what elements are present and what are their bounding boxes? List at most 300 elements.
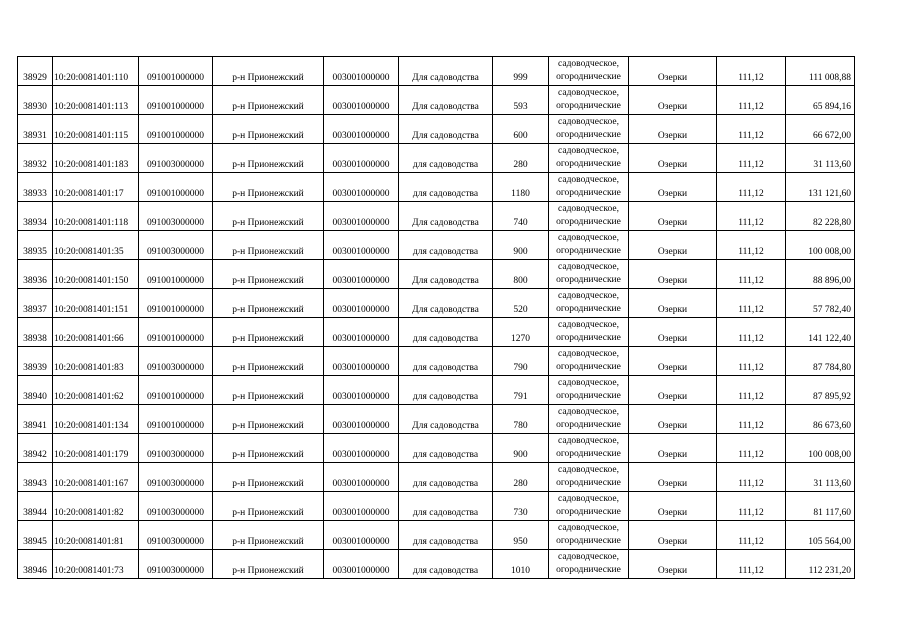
cell-district	[213, 260, 324, 289]
cell-record-number	[18, 231, 53, 260]
cell-locality	[629, 57, 717, 86]
cell-area-text: 280	[513, 479, 528, 489]
cell-area-text: 520	[513, 305, 528, 315]
cell-locality	[629, 347, 717, 376]
cell-cadastral-value	[786, 550, 855, 579]
cell-area	[493, 231, 549, 260]
land-use-line-1: садоводческое,	[558, 407, 619, 417]
cell-record-number	[18, 115, 53, 144]
land-use-line-1: садоводческое,	[558, 117, 619, 127]
cell-cadastral-value-text: 87 895,92	[813, 392, 851, 402]
cell-cadastral-value	[786, 57, 855, 86]
cell-purpose	[399, 144, 493, 173]
table-row	[18, 463, 855, 492]
land-use-line-2: огороднические	[556, 188, 621, 198]
cell-area	[493, 492, 549, 521]
land-use-line-2: огороднические	[556, 333, 621, 343]
cell-locality-text: Озерки	[657, 276, 688, 286]
land-use-line-1: садоводческое,	[558, 436, 619, 446]
cell-okato-code-text: 091003000000	[147, 218, 204, 228]
cell-district	[213, 405, 324, 434]
cell-rate	[717, 550, 786, 579]
cell-area	[493, 86, 549, 115]
cell-district-text: р-н Прионежский	[232, 247, 304, 257]
cell-locality	[629, 173, 717, 202]
cell-record-number	[18, 202, 53, 231]
cell-record-number-text: 38936	[23, 276, 47, 286]
cell-category-code-text: 003001000000	[332, 73, 390, 83]
cell-cadastral-number-text: 10:20:0081401:62	[54, 392, 124, 402]
cell-area	[493, 57, 549, 86]
cell-land-use	[549, 521, 629, 550]
cell-cadastral-number	[53, 173, 139, 202]
cell-district-text: р-н Прионежский	[232, 392, 304, 402]
cell-okato-code	[139, 521, 213, 550]
cell-category-code-text: 003001000000	[332, 305, 390, 315]
cell-category-code-text: 003001000000	[332, 566, 390, 576]
cell-cadastral-number-text: 10:20:0081401:35	[54, 247, 124, 257]
cell-record-number-text: 38943	[23, 479, 47, 489]
cell-rate-text: 111,12	[738, 160, 764, 170]
cell-purpose-text: для садоводства	[412, 479, 479, 489]
cell-okato-code-text: 091001000000	[147, 334, 204, 344]
cell-rate	[717, 173, 786, 202]
cell-cadastral-value-text: 141 122,40	[808, 334, 851, 344]
cell-cadastral-number	[53, 376, 139, 405]
cell-category-code-text: 003001000000	[332, 450, 390, 460]
cell-cadastral-value-text: 31 113,60	[813, 479, 851, 489]
cell-category-code-text: 003001000000	[332, 102, 390, 112]
cell-cadastral-value-text: 131 121,60	[808, 189, 851, 199]
cell-okato-code-text: 091001000000	[147, 392, 204, 402]
cell-okato-code	[139, 405, 213, 434]
cell-area	[493, 115, 549, 144]
cell-okato-code	[139, 202, 213, 231]
cell-district-text: р-н Прионежский	[232, 363, 304, 373]
cell-cadastral-value-text: 87 784,80	[813, 363, 851, 373]
cell-rate-text: 111,12	[738, 363, 764, 373]
cell-rate-text: 111,12	[738, 537, 764, 547]
cell-district	[213, 318, 324, 347]
cell-okato-code-text: 091003000000	[147, 450, 204, 460]
cell-category-code	[324, 86, 399, 115]
cell-rate-text: 111,12	[738, 392, 764, 402]
cell-okato-code-text: 091003000000	[147, 160, 204, 170]
cell-okato-code-text: 091001000000	[147, 189, 204, 199]
cell-rate-text: 111,12	[738, 450, 764, 460]
cell-locality-text: Озерки	[657, 450, 688, 460]
cell-purpose	[399, 434, 493, 463]
cell-cadastral-number	[53, 202, 139, 231]
cell-category-code	[324, 376, 399, 405]
cell-area	[493, 434, 549, 463]
cell-purpose	[399, 289, 493, 318]
cell-locality	[629, 550, 717, 579]
cell-record-number-text: 38945	[23, 537, 47, 547]
cell-land-use	[549, 115, 629, 144]
cell-rate	[717, 376, 786, 405]
cell-district	[213, 434, 324, 463]
cell-record-number-text: 38932	[23, 160, 47, 170]
land-use-line-1: садоводческое,	[558, 88, 619, 98]
cell-land-use	[549, 202, 629, 231]
cell-cadastral-number	[53, 550, 139, 579]
cell-rate	[717, 115, 786, 144]
cell-purpose-text: Для садоводства	[412, 102, 479, 112]
cell-rate	[717, 260, 786, 289]
cell-category-code-text: 003001000000	[332, 392, 390, 402]
cell-okato-code-text: 091001000000	[147, 102, 204, 112]
cell-rate	[717, 202, 786, 231]
table-row	[18, 376, 855, 405]
cell-okato-code-text: 091003000000	[147, 566, 204, 576]
cell-locality	[629, 318, 717, 347]
cell-category-code	[324, 57, 399, 86]
cell-district-text: р-н Прионежский	[232, 131, 304, 141]
cell-land-use	[549, 86, 629, 115]
cell-cadastral-number	[53, 347, 139, 376]
cell-cadastral-number-text: 10:20:0081401:82	[54, 508, 124, 518]
cell-record-number	[18, 376, 53, 405]
table-row	[18, 289, 855, 318]
cell-area-text: 999	[513, 73, 528, 83]
cell-okato-code-text: 091001000000	[147, 421, 204, 431]
cell-area-text: 600	[513, 131, 528, 141]
cell-area	[493, 202, 549, 231]
cell-area-text: 900	[513, 247, 528, 257]
cell-district	[213, 202, 324, 231]
cell-record-number-text: 38939	[23, 363, 47, 373]
cell-record-number-text: 38940	[23, 392, 47, 402]
cell-locality	[629, 231, 717, 260]
cell-land-use	[549, 173, 629, 202]
cell-category-code-text: 003001000000	[332, 218, 390, 228]
table-row	[18, 115, 855, 144]
land-use-line-2: огороднические	[556, 130, 621, 140]
cell-purpose	[399, 347, 493, 376]
cell-cadastral-value-text: 65 894,16	[813, 102, 851, 112]
cell-cadastral-number-text: 10:20:0081401:151	[54, 305, 129, 315]
cell-cadastral-number	[53, 144, 139, 173]
cell-rate-text: 111,12	[738, 334, 764, 344]
cell-land-use	[549, 144, 629, 173]
cell-cadastral-number-text: 10:20:0081401:134	[54, 421, 129, 431]
table-row	[18, 405, 855, 434]
cell-cadastral-value	[786, 144, 855, 173]
cell-category-code	[324, 318, 399, 347]
land-use-line-1: садоводческое,	[558, 59, 619, 69]
cell-cadastral-value	[786, 521, 855, 550]
cell-cadastral-number-text: 10:20:0081401:83	[54, 363, 124, 373]
cell-purpose-text: для садоводства	[412, 189, 479, 199]
cell-category-code	[324, 260, 399, 289]
cell-locality	[629, 260, 717, 289]
cell-district-text: р-н Прионежский	[232, 566, 304, 576]
cell-category-code-text: 003001000000	[332, 131, 390, 141]
cell-area-text: 1010	[511, 566, 530, 576]
cell-cadastral-number-text: 10:20:0081401:179	[54, 450, 129, 460]
cell-cadastral-number-text: 10:20:0081401:167	[54, 479, 129, 489]
cell-land-use	[549, 57, 629, 86]
cell-land-use	[549, 289, 629, 318]
land-use-line-1: садоводческое,	[558, 378, 619, 388]
cell-area	[493, 347, 549, 376]
cell-category-code-text: 003001000000	[332, 247, 390, 257]
cell-record-number-text: 38944	[23, 508, 47, 518]
cell-record-number	[18, 86, 53, 115]
cell-district-text: р-н Прионежский	[232, 508, 304, 518]
cell-locality-text: Озерки	[657, 131, 688, 141]
cell-purpose-text: для садоводства	[412, 450, 479, 460]
table-row	[18, 86, 855, 115]
cell-rate-text: 111,12	[738, 131, 764, 141]
land-use-line-2: огороднические	[556, 449, 621, 459]
cell-rate-text: 111,12	[738, 479, 764, 489]
cell-purpose-text: для садоводства	[412, 363, 479, 373]
land-use-line-2: огороднические	[556, 507, 621, 517]
cell-okato-code	[139, 86, 213, 115]
cell-record-number-text: 38930	[23, 102, 47, 112]
cell-record-number	[18, 57, 53, 86]
cell-land-use	[549, 347, 629, 376]
cell-record-number-text: 38941	[23, 421, 47, 431]
cell-rate	[717, 405, 786, 434]
cell-land-use	[549, 260, 629, 289]
cell-land-use	[549, 434, 629, 463]
cell-land-use	[549, 231, 629, 260]
cell-cadastral-value	[786, 318, 855, 347]
land-use-line-1: садоводческое,	[558, 146, 619, 156]
cell-cadastral-value-text: 86 673,60	[813, 421, 851, 431]
cell-area-text: 950	[513, 537, 528, 547]
cell-category-code	[324, 115, 399, 144]
cell-area	[493, 289, 549, 318]
cell-cadastral-number	[53, 318, 139, 347]
cell-rate	[717, 521, 786, 550]
cell-category-code-text: 003001000000	[332, 537, 390, 547]
cell-area-text: 791	[513, 392, 528, 402]
land-use-line-2: огороднические	[556, 275, 621, 285]
cell-purpose	[399, 318, 493, 347]
cell-cadastral-value	[786, 492, 855, 521]
land-use-line-2: огороднические	[556, 304, 621, 314]
cell-category-code-text: 003001000000	[332, 276, 390, 286]
cell-cadastral-value-text: 100 008,00	[808, 247, 851, 257]
cell-district-text: р-н Прионежский	[232, 450, 304, 460]
cell-locality	[629, 202, 717, 231]
cell-category-code	[324, 405, 399, 434]
cell-district-text: р-н Прионежский	[232, 102, 304, 112]
cell-cadastral-value-text: 81 117,60	[813, 508, 851, 518]
cell-area	[493, 318, 549, 347]
cell-district-text: р-н Прионежский	[232, 73, 304, 83]
cell-category-code-text: 003001000000	[332, 479, 390, 489]
cell-cadastral-number-text: 10:20:0081401:113	[54, 102, 129, 112]
cell-record-number	[18, 521, 53, 550]
cell-okato-code-text: 091003000000	[147, 247, 204, 257]
cell-cadastral-value	[786, 405, 855, 434]
cell-district	[213, 463, 324, 492]
table-row	[18, 347, 855, 376]
cell-locality-text: Озерки	[657, 189, 688, 199]
table-row	[18, 202, 855, 231]
cell-purpose	[399, 463, 493, 492]
cell-category-code-text: 003001000000	[332, 508, 390, 518]
cell-purpose	[399, 492, 493, 521]
cell-record-number-text: 38938	[23, 334, 47, 344]
cell-area	[493, 376, 549, 405]
land-use-line-2: огороднические	[556, 565, 621, 575]
cell-category-code	[324, 289, 399, 318]
cell-purpose-text: для садоводства	[412, 334, 479, 344]
cell-purpose	[399, 521, 493, 550]
cell-record-number	[18, 289, 53, 318]
cell-cadastral-number	[53, 231, 139, 260]
cell-okato-code-text: 091003000000	[147, 508, 204, 518]
land-use-line-2: огороднические	[556, 159, 621, 169]
cell-locality	[629, 86, 717, 115]
cell-okato-code-text: 091003000000	[147, 479, 204, 489]
cell-okato-code-text: 091001000000	[147, 276, 204, 286]
cell-cadastral-number-text: 10:20:0081401:183	[54, 160, 129, 170]
cell-locality-text: Озерки	[657, 334, 688, 344]
cell-district	[213, 347, 324, 376]
land-use-line-1: садоводческое,	[558, 233, 619, 243]
cell-locality	[629, 434, 717, 463]
cell-cadastral-number-text: 10:20:0081401:73	[54, 566, 124, 576]
cell-cadastral-value-text: 66 672,00	[813, 131, 851, 141]
cell-okato-code	[139, 550, 213, 579]
cell-record-number	[18, 405, 53, 434]
cell-cadastral-value	[786, 376, 855, 405]
cell-category-code	[324, 521, 399, 550]
cell-purpose	[399, 173, 493, 202]
cell-okato-code	[139, 260, 213, 289]
cell-purpose-text: Для садоводства	[412, 73, 479, 83]
cell-cadastral-value	[786, 260, 855, 289]
cell-rate	[717, 231, 786, 260]
table-row	[18, 144, 855, 173]
cell-cadastral-value-text: 57 782,40	[813, 305, 851, 315]
cell-okato-code-text: 091001000000	[147, 305, 204, 315]
cell-purpose	[399, 376, 493, 405]
cell-category-code	[324, 202, 399, 231]
cell-locality	[629, 144, 717, 173]
cell-cadastral-value-text: 100 008,00	[808, 450, 851, 460]
cell-area-text: 593	[513, 102, 528, 112]
land-use-line-2: огороднические	[556, 536, 621, 546]
cell-district	[213, 289, 324, 318]
cell-rate-text: 111,12	[738, 73, 764, 83]
cell-area-text: 730	[513, 508, 528, 518]
cell-rate-text: 111,12	[738, 276, 764, 286]
cell-category-code	[324, 144, 399, 173]
cell-rate-text: 111,12	[738, 305, 764, 315]
cell-cadastral-number-text: 10:20:0081401:17	[54, 189, 124, 199]
cell-record-number	[18, 173, 53, 202]
cell-purpose-text: Для садоводства	[412, 421, 479, 431]
cell-category-code	[324, 492, 399, 521]
cell-cadastral-value	[786, 86, 855, 115]
cell-locality	[629, 405, 717, 434]
cell-category-code-text: 003001000000	[332, 363, 390, 373]
cell-locality	[629, 289, 717, 318]
cell-area-text: 900	[513, 450, 528, 460]
cell-record-number-text: 38937	[23, 305, 47, 315]
land-use-line-2: огороднические	[556, 420, 621, 430]
cell-record-number-text: 38935	[23, 247, 47, 257]
cell-area-text: 1270	[511, 334, 530, 344]
table-row	[18, 550, 855, 579]
cell-okato-code-text: 091003000000	[147, 537, 204, 547]
cell-district-text: р-н Прионежский	[232, 276, 304, 286]
cell-district	[213, 550, 324, 579]
cell-record-number-text: 38942	[23, 450, 47, 460]
cell-rate-text: 111,12	[738, 421, 764, 431]
cell-okato-code-text: 091001000000	[147, 131, 204, 141]
cell-district-text: р-н Прионежский	[232, 218, 304, 228]
land-use-line-2: огороднические	[556, 101, 621, 111]
cell-area	[493, 405, 549, 434]
cell-purpose-text: для садоводства	[412, 247, 479, 257]
cell-category-code	[324, 434, 399, 463]
cell-district-text: р-н Прионежский	[232, 537, 304, 547]
land-use-line-1: садоводческое,	[558, 262, 619, 272]
cell-cadastral-value	[786, 231, 855, 260]
cell-district	[213, 173, 324, 202]
cell-rate-text: 111,12	[738, 189, 764, 199]
table-row	[18, 173, 855, 202]
cell-purpose-text: Для садоводства	[412, 276, 479, 286]
land-use-line-1: садоводческое,	[558, 320, 619, 330]
cell-cadastral-value	[786, 202, 855, 231]
cell-okato-code	[139, 492, 213, 521]
land-use-line-2: огороднические	[556, 72, 621, 82]
cell-locality	[629, 463, 717, 492]
cell-area	[493, 144, 549, 173]
cell-area	[493, 550, 549, 579]
cell-locality	[629, 521, 717, 550]
cell-record-number-text: 38931	[23, 131, 47, 141]
cell-purpose	[399, 260, 493, 289]
cell-okato-code	[139, 434, 213, 463]
cell-district-text: р-н Прионежский	[232, 479, 304, 489]
land-use-line-2: огороднические	[556, 391, 621, 401]
cell-record-number	[18, 434, 53, 463]
cell-category-code	[324, 347, 399, 376]
cell-land-use	[549, 492, 629, 521]
cell-rate	[717, 318, 786, 347]
cell-area	[493, 260, 549, 289]
cell-cadastral-number	[53, 86, 139, 115]
land-registry-table	[17, 56, 855, 579]
cell-purpose	[399, 86, 493, 115]
cell-cadastral-number	[53, 57, 139, 86]
cell-area-text: 800	[513, 276, 528, 286]
cell-cadastral-value-text: 82 228,80	[813, 218, 851, 228]
land-use-line-1: садоводческое,	[558, 465, 619, 475]
cell-purpose	[399, 202, 493, 231]
cell-locality-text: Озерки	[657, 392, 688, 402]
cell-okato-code	[139, 463, 213, 492]
cell-district	[213, 86, 324, 115]
cell-purpose-text: Для садоводства	[412, 305, 479, 315]
cell-cadastral-number-text: 10:20:0081401:81	[54, 537, 124, 547]
land-use-line-1: садоводческое,	[558, 204, 619, 214]
cell-cadastral-value	[786, 115, 855, 144]
cell-purpose-text: для садоводства	[412, 508, 479, 518]
cell-purpose	[399, 57, 493, 86]
